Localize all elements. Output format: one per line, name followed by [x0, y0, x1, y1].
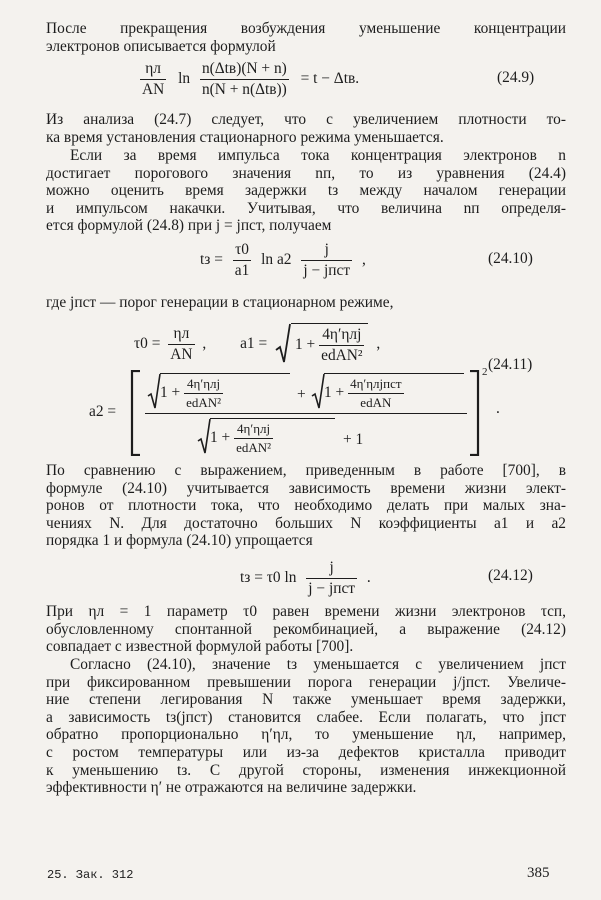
eq-24-11-a2-t1-num: 4η′ηлj: [184, 376, 223, 394]
eq-24-11-a1-lhs: a1 =: [240, 334, 268, 352]
eq-24-11-a2-t1-one: 1 +: [160, 384, 181, 402]
eq-number-24-12: (24.12): [488, 567, 533, 584]
left-bracket-icon: [129, 370, 141, 456]
sqrt-icon: [197, 417, 211, 455]
text-line: можно оценить время задержки tз между началом генерации: [46, 182, 566, 200]
text-line: формуле (24.10) учитывается зависимость времени жизни элект-: [46, 479, 566, 497]
page-number: 385: [527, 865, 550, 881]
text-line: чениях N. Для достаточно больших N коэффициенты a1 и a2: [46, 514, 566, 532]
text-line: По сравнению с выражением, приведенным в работе [700], в: [46, 462, 566, 479]
eq-24-11-a1-den: edAN²: [321, 347, 363, 364]
equation-24-10: [200, 241, 366, 280]
text-line: при фиксированном превышении порога генерации j/jпст. Увеличе-: [46, 673, 566, 691]
paragraph-intro: [46, 20, 566, 55]
text-line: достигает порогового значения nп, то из уравнения (24.4): [46, 164, 566, 182]
eq-number-24-9: (24.9): [497, 69, 535, 86]
eq-24-9-den: n(N + n(Δtв)): [201, 81, 287, 98]
text-line: совпадает с известной формулой работы [700].: [46, 638, 354, 656]
eq-24-11-tau0-num: ηл: [168, 325, 194, 345]
text-line: ется формулой (24.8) при j = jпст, получаем: [46, 217, 332, 235]
paragraph-dependence: [46, 656, 566, 797]
eq-24-9-ln: ln: [178, 70, 191, 88]
eq-24-11-a2-numerator: [147, 372, 465, 410]
eq-24-11-a2-lhs: a2 =: [89, 403, 117, 420]
text-line: обусловленному спонтанной рекомбинацией, а выражение (24.12): [46, 620, 566, 638]
eq-24-11-a2-d-one: 1 +: [210, 429, 231, 447]
eq-24-9-num: n(Δtв)(N + n): [200, 60, 289, 80]
text-line: эффективности η′ не отражаются на величине задержки.: [46, 779, 417, 797]
eq-24-9-lhs-den: AN: [142, 81, 165, 98]
text-line: ронов от плотности тока, что необходимо делать при малых зна-: [46, 497, 566, 515]
equation-24-12: [240, 559, 371, 598]
text-line: с ростом температуры или из-за дефектов кристалла приводит: [46, 743, 566, 761]
eq-24-10-a1: a1: [234, 262, 250, 279]
text-line: и импульсом накачки. Учитывая, что величина nп определя-: [46, 199, 566, 217]
text-line: порядка 1 и формула (24.10) упрощается: [46, 532, 313, 550]
text-line: обратно пропорционально η′ηл, то уменьшение ηл, например,: [46, 726, 566, 744]
eq-24-10-num: j: [301, 241, 352, 261]
text-line: электронов описывается формулой: [46, 37, 276, 55]
eq-24-11-a1-one: 1 +: [295, 336, 316, 354]
paragraph-analysis: [46, 111, 566, 146]
eq-24-11-a2-t1-den: edAN²: [186, 395, 222, 410]
text-line: При ηл = 1 параметр τ0 равен времени жизни электронов τсп,: [46, 603, 566, 620]
eq-24-11-power: 2: [482, 366, 488, 378]
eq-24-9-lhs-num: ηл: [140, 60, 166, 80]
eq-24-12-den: j − jпст: [308, 580, 356, 597]
eq-24-11-comma: ,: [202, 334, 207, 352]
eq-24-11-a2-t2-num: 4η′ηлjпст: [348, 376, 403, 394]
eq-24-10-tau: τ0: [233, 241, 252, 261]
eq-24-10-tail: ,: [361, 251, 366, 269]
text-line: ка время установления стационарного режима уменьшается.: [46, 128, 444, 146]
eq-24-11-a2-t2-den: edAN: [360, 395, 392, 410]
eq-24-11-a2-t2-one: 1 +: [324, 384, 345, 402]
sqrt-icon: [311, 372, 325, 410]
equation-24-11-line-1: [134, 322, 380, 366]
eq-24-11-a2-plus: +: [297, 386, 306, 403]
paragraph-delay: [46, 147, 566, 235]
text-line: Согласно (24.10), значение tз уменьшается с увеличением jпст: [70, 656, 566, 673]
eq-number-24-10: (24.10): [488, 250, 533, 267]
eq-24-11-dot: .: [496, 400, 500, 417]
fraction-bar: [145, 413, 467, 414]
eq-24-12-dot: .: [366, 569, 371, 587]
eq-24-11-comma: ,: [376, 334, 381, 352]
eq-24-9-rhs: = t − Δtв.: [300, 70, 360, 88]
eq-24-10-den: j − jпст: [303, 262, 351, 279]
eq-24-11-a2-denominator: [197, 417, 417, 457]
paragraph-parameter: [46, 603, 566, 656]
eq-24-10-lhs: tз =: [200, 251, 223, 269]
equation-24-11-line-2: [89, 366, 489, 460]
eq-24-12-num: j: [306, 559, 357, 579]
text-line: к уменьшению tз. С другой стороны, изменения инжекционной: [46, 761, 566, 779]
text-line: Если за время импульса тока концентрация электронов n: [70, 147, 566, 164]
eq-24-10-ln: ln a2: [261, 251, 292, 269]
eq-24-11-a2-d-plus: + 1: [343, 431, 364, 448]
eq-24-11-a1-num: 4η′ηлj: [319, 326, 364, 346]
right-bracket-icon: [469, 370, 481, 456]
eq-24-11-tau0-lhs: τ0 =: [134, 334, 161, 352]
eq-number-24-11: (24.11): [488, 356, 533, 373]
eq-24-11-tau0-den: AN: [170, 345, 193, 363]
text-line: где jпст — порог генерации в стационарном режиме,: [46, 294, 394, 311]
eq-24-11-a2-d-den: edAN²: [236, 440, 272, 455]
equation-24-9: [140, 60, 359, 99]
text-line: Из анализа (24.7) следует, что с увеличением плотности то-: [46, 111, 566, 128]
paragraph-comparison: [46, 462, 566, 550]
eq-24-12-lhs: tз = τ0 ln: [240, 569, 297, 587]
footer-signature: 25. Зак. 312: [47, 868, 134, 882]
sqrt-icon: [147, 372, 161, 410]
text-line: а зависимость tз(jпст) становится слабее. Если полагать, что jпст: [46, 708, 566, 726]
text-line: ние степени легирования N также уменьшает время задержки,: [46, 691, 566, 709]
sqrt-icon: [275, 322, 291, 366]
paragraph-threshold: [46, 294, 566, 312]
eq-24-11-a2-d-num: 4η′ηлj: [234, 421, 273, 439]
text-line: После прекращения возбуждения уменьшение концентрации: [46, 20, 566, 37]
